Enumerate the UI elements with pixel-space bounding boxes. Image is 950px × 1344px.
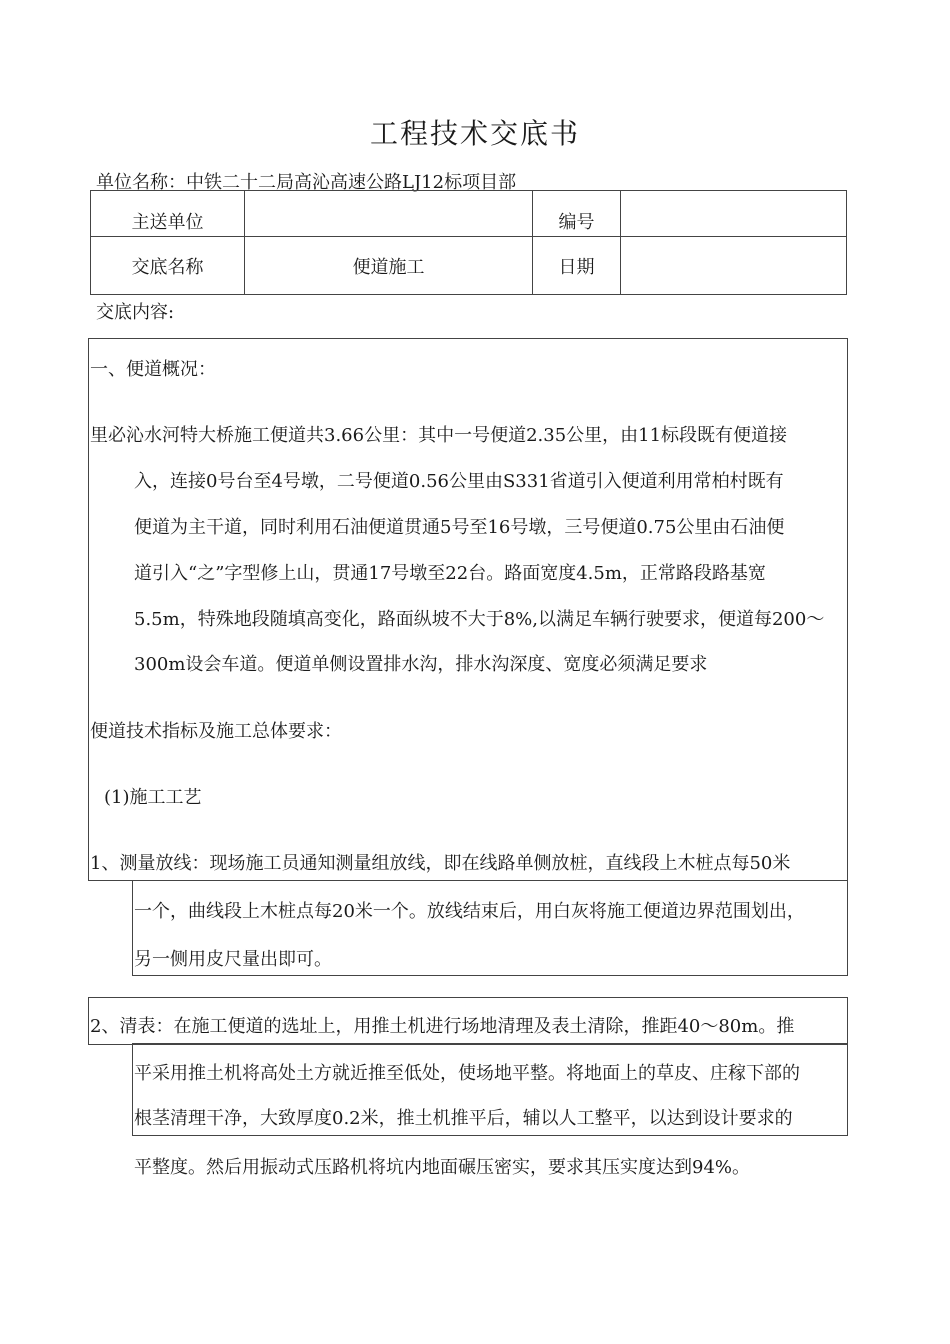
- step1-line: 另一侧用皮尺量出即可。: [134, 949, 332, 970]
- step2-line: 2、清表：在施工便道的选址上，用推土机进行场地清理及表土清除，推距40〜80m。推: [90, 1016, 795, 1037]
- overview-line: 300m设会车道。便道单侧设置排水沟，排水沟深度、宽度必须满足要求: [134, 654, 708, 675]
- document-title: 工程技术交底书: [369, 117, 580, 150]
- overview-line: 便道为主干道，同时利用石油便道贯通5号至16号墩，三号便道0.75公里由石油便: [134, 517, 785, 538]
- number-label: 编号: [533, 191, 621, 237]
- step2-line: 根茎清理干净，大致厚度0.2米，推土机推平后，辅以人工整平，以达到设计要求的: [134, 1108, 793, 1129]
- date-value[interactable]: [621, 237, 847, 295]
- name-value[interactable]: 便道施工: [245, 237, 533, 295]
- sender-label: 主送单位: [91, 191, 245, 237]
- unit-name: 中铁二十二局高沁高速公路LJ12标项目部: [186, 172, 517, 193]
- step2-line: 平整度。然后用振动式压路机将坑内地面碾压密实，要求其压实度达到94%。: [134, 1157, 751, 1178]
- overview-line: 里必沁水河特大桥施工便道共3.66公里：其中一号便道2.35公里，由11标段既有便道接: [90, 425, 788, 446]
- overview-line: 5.5m，特殊地段随填高变化，路面纵坡不大于8%,以满足车辆行驶要求，便道每200〜: [134, 609, 825, 630]
- step1-line: 1、测量放线：现场施工员通知测量组放线，即在线路单侧放桩，直线段上木桩点每50米: [90, 853, 791, 874]
- step1-line: 一个，曲线段上木桩点每20米一个。放线结束后，用白灰将施工便道边界范围划出，: [134, 901, 805, 922]
- overview-heading: 一、便道概况：: [90, 359, 216, 380]
- name-label: 交底名称: [91, 237, 245, 295]
- overview-line: 入，连接0号台至4号墩，二号便道0.56公里由S331省道引入便道利用常柏村既有: [134, 471, 784, 492]
- overview-line: 道引入“之”字型修上山，贯通17号墩至22台。路面宽度4.5m，正常路段路基宽: [134, 563, 766, 584]
- sender-value[interactable]: [245, 191, 533, 237]
- requirements-heading: 便道技术指标及施工总体要求：: [90, 721, 342, 742]
- number-value[interactable]: [621, 191, 847, 237]
- date-label: 日期: [533, 237, 621, 295]
- process-heading: (1)施工工艺: [104, 787, 202, 808]
- unit-label: 单位名称：: [96, 172, 186, 193]
- header-table: [90, 190, 847, 295]
- step2-line: 平采用推土机将高处土方就近推至低处，使场地平整。将地面上的草皮、庄稼下部的: [134, 1063, 800, 1084]
- content-label: 交底内容:: [96, 302, 175, 323]
